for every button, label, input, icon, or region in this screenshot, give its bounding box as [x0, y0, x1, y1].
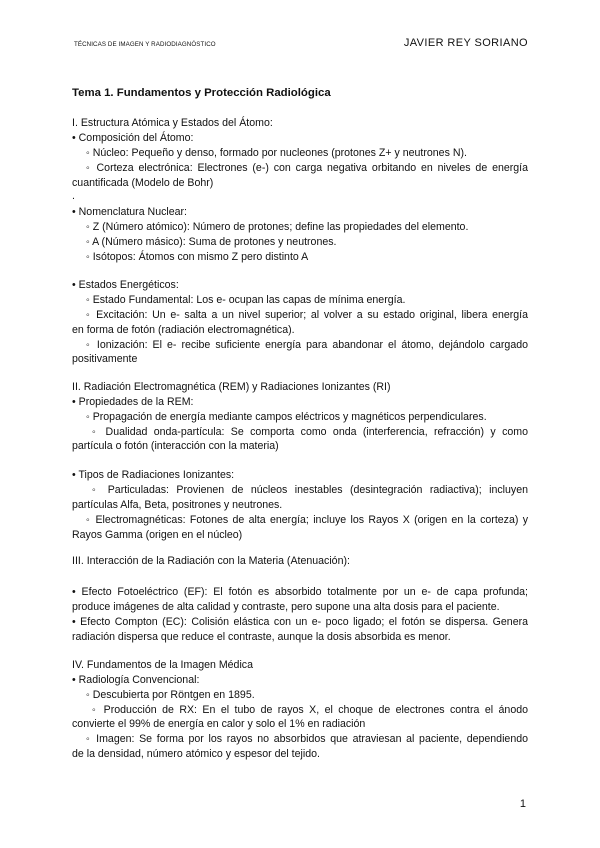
- header-course-title: TÉCNICAS DE IMAGEN Y RADIODIAGNÓSTICO: [74, 41, 216, 48]
- document-title: Tema 1. Fundamentos y Protección Radiológica: [72, 87, 331, 99]
- header-author: JAVIER REY SORIANO: [403, 37, 528, 49]
- wrapped-line: de la densidad, número atómico y espesor del tejido.: [72, 748, 320, 760]
- bullet-item: • Efecto Compton (EC): Colisión elástica con un e- poco ligado; el fotón se dispersa. Genera: [72, 616, 528, 628]
- sub-bullet-item: ◦ Propagación de energía mediante campos eléctricos y magnéticos perpendiculares.: [86, 411, 487, 423]
- sub-bullet-item: ◦ Corteza electrónica: Electrones (e-) con carga negativa orbitando en niveles de energía: [86, 162, 528, 174]
- bullet-item: • Estados Energéticos:: [72, 279, 179, 291]
- section-heading: III. Interacción de la Radiación con la Materia (Atenuación):: [72, 555, 350, 567]
- sub-bullet-item: ◦ Producción de RX: En el tubo de rayos X, el choque de electrones contra el ánodo: [92, 704, 528, 716]
- wrapped-line: partículas Alfa, Beta, positrones y neutrones.: [72, 499, 283, 511]
- sub-bullet-item: ◦ A (Número másico): Suma de protones y neutrones.: [86, 236, 337, 248]
- bullet-item: • Composición del Átomo:: [72, 132, 194, 144]
- sub-bullet-item: ◦ Ionización: El e- recibe suficiente energía para abandonar el átomo, dejándolo cargado: [86, 339, 528, 351]
- wrapped-line: partícula o fotón (interacción con la materia): [72, 440, 279, 452]
- wrapped-line: positivamente: [72, 353, 138, 365]
- bullet-item: • Propiedades de la REM:: [72, 396, 194, 408]
- bullet-item: • Tipos de Radiaciones Ionizantes:: [72, 469, 235, 481]
- wrapped-line: produce imágenes de alta calidad y contraste, pero supone una alta dosis para el paciente.: [72, 601, 500, 613]
- bullet-item: • Radiología Convencional:: [72, 674, 200, 686]
- section-heading: IV. Fundamentos de la Imagen Médica: [72, 659, 253, 671]
- bullet-item: • Efecto Fotoeléctrico (EF): El fotón es absorbido totalmente por un e- de capa profunda;: [72, 586, 528, 598]
- bullet-item: • Nomenclatura Nuclear:: [72, 206, 187, 218]
- sub-bullet-item: ◦ Particuladas: Provienen de núcleos inestables (desintegración radiactiva); incluyen: [92, 484, 528, 496]
- sub-bullet-item: ◦ Electromagnéticas: Fotones de alta energía; incluye los Rayos X (origen en la corteza) y: [86, 514, 528, 526]
- stray-period: .: [72, 190, 75, 202]
- sub-bullet-item: ◦ Imagen: Se forma por los rayos no absorbidos que atraviesan al paciente, dependiendo: [86, 733, 528, 745]
- sub-bullet-item: ◦ Z (Número atómico): Número de protones; define las propiedades del elemento.: [86, 221, 469, 233]
- wrapped-line: radiación dispersa que reduce el contraste, aunque la dosis absorbida es menor.: [72, 631, 451, 643]
- section-heading: I. Estructura Atómica y Estados del Átomo:: [72, 117, 273, 129]
- page-number: 1: [519, 798, 526, 810]
- sub-bullet-item: ◦ Dualidad onda-partícula: Se comporta como onda (interferencia, refracción) y como: [92, 426, 528, 438]
- sub-bullet-item: ◦ Excitación: Un e- salta a un nivel superior; al volver a su estado original, libera energía: [86, 309, 528, 321]
- wrapped-line: Rayos Gamma (origen en el núcleo): [72, 529, 243, 541]
- wrapped-line: cuantificada (Modelo de Bohr): [72, 177, 214, 189]
- wrapped-line: convierte el 99% de energía en calor y solo el 1% en radiación: [72, 718, 366, 730]
- section-heading: II. Radiación Electromagnética (REM) y Radiaciones Ionizantes (RI): [72, 381, 391, 393]
- wrapped-line: en forma de fotón (radiación electromagnética).: [72, 324, 295, 336]
- sub-bullet-item: ◦ Estado Fundamental: Los e- ocupan las capas de mínima energía.: [86, 294, 406, 306]
- sub-bullet-item: ◦ Isótopos: Átomos con mismo Z pero distinto A: [86, 251, 309, 263]
- sub-bullet-item: ◦ Núcleo: Pequeño y denso, formado por nucleones (protones Z+ y neutrones N).: [86, 147, 467, 159]
- sub-bullet-item: ◦ Descubierta por Röntgen en 1895.: [86, 689, 255, 701]
